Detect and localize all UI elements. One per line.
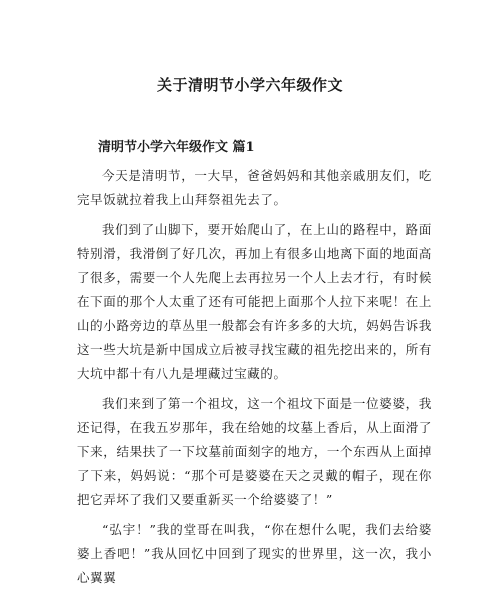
- document-title: 关于清明节小学六年级作文: [156, 76, 343, 94]
- paragraph-3: 我们来到了第一个祖坟，这一个祖坟下面是一位婆婆，我还记得，在我五岁那年，我在给她的坟墓上香后，从上面滑了下来，结果扶了一下坟墓前面刻字的地方，一个东西从上面掉了下来，妈妈说：“那个可是婆婆在天之灵戴的帽子，现在你把它弄坏了我们又要重新买一个给婆婆了！”: [77, 396, 432, 507]
- article-heading: 清明节小学六年级作文 篇1: [98, 140, 255, 155]
- paragraph-2: 我们到了山脚下，要开始爬山了，在上山的路程中，路面特别滑，我滑倒了好几次，再加上有很多山地离下面的地面高了很多，需要一个人先爬上去再拉另一个人上去才行，有时候在下面的那个人太重了还有可能把上面那个人拉下来呢！在上山的小路旁边的草丛里一般都会有许多多的大坑，妈妈告诉我这一些大坑是新中国成立后被寻找宝藏的祖先挖出来的，所有大坑中都十有八九是埋藏过宝藏的。: [77, 222, 432, 381]
- paragraph-4: “弘宇！”我的堂哥在叫我，“你在想什么呢，我们去给婆婆上香吧！”我从回忆中回到了现实的世界里，这一次，我小心翼翼: [77, 522, 432, 585]
- article-body: [77, 164, 432, 596]
- paragraph-1: 今天是清明节，一大早，爸爸妈妈和其他亲戚朋友们，吃完早饭就拉着我上山拜祭祖先去了。: [77, 168, 432, 207]
